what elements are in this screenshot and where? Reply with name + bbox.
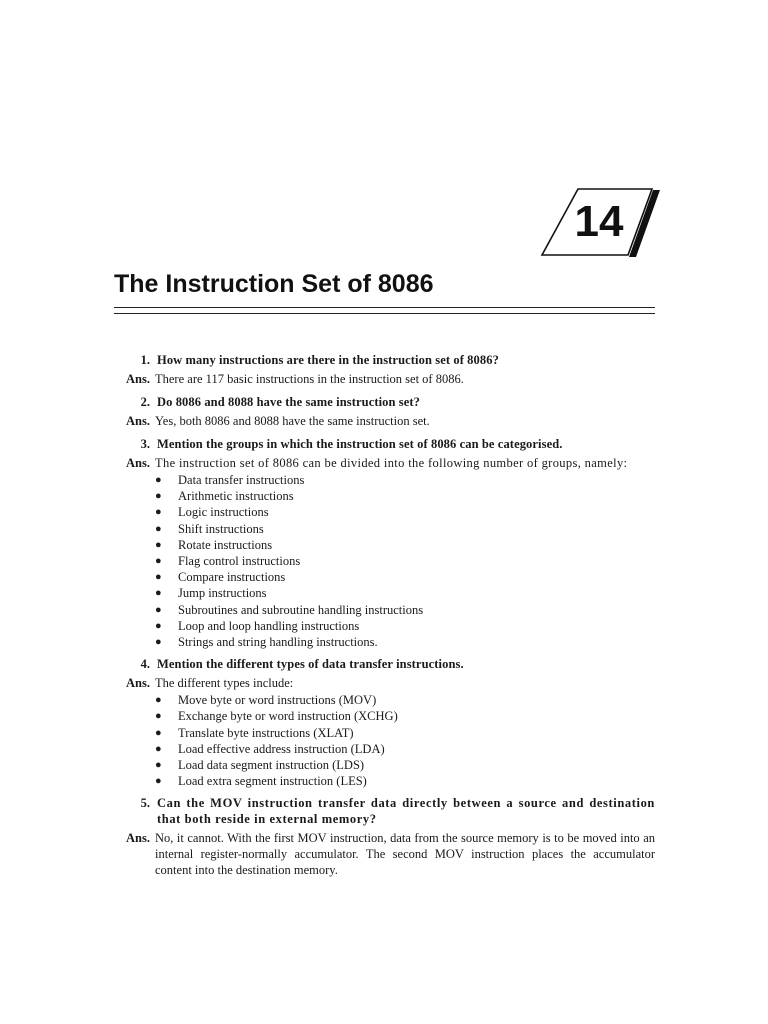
question-number: 2. bbox=[140, 395, 150, 409]
bullet-icon: ● bbox=[155, 474, 162, 486]
title-rule-bottom bbox=[114, 313, 655, 314]
data-transfer-type-list bbox=[155, 692, 655, 789]
answer-label: Ans. bbox=[126, 831, 150, 846]
bullet-icon: ● bbox=[155, 726, 162, 739]
qa-item-4 bbox=[114, 656, 655, 789]
list-item: ● Arithmetic instructions bbox=[155, 489, 294, 504]
list-item: ● Translate byte instructions (XLAT) bbox=[155, 725, 354, 740]
bullet-icon: ● bbox=[155, 742, 162, 755]
list-item: ● Logic instructions bbox=[155, 505, 269, 520]
bullet-icon: ● bbox=[155, 555, 162, 568]
bullet-icon: ● bbox=[155, 538, 162, 551]
answer-text: The different types include: bbox=[155, 676, 294, 691]
list-item: ● Load data segment instruction (LDS) bbox=[155, 758, 365, 773]
list-item: ● Subroutines and subroutine handling instructions bbox=[155, 602, 424, 617]
question-number: 1. bbox=[140, 353, 150, 367]
bullet-icon: ● bbox=[155, 759, 162, 772]
answer-text: No, it cannot. With the first MOV instruction, data from the source memory is to be moved into an internal register-normally accumulator. The second MOV instruction places the accumulator content into the destination memory. bbox=[155, 831, 655, 878]
bullet-icon: ● bbox=[155, 619, 162, 632]
question-text: Mention the groups in which the instruction set of 8086 can be categorised. bbox=[157, 437, 563, 451]
question-number: 4. bbox=[140, 657, 150, 672]
list-item: ● Shift instructions bbox=[155, 521, 264, 536]
question-text: Mention the different types of data transfer instructions. bbox=[157, 657, 464, 672]
title-rule-top bbox=[114, 307, 655, 308]
answer-text: Yes, both 8086 and 8088 have the same instruction set. bbox=[155, 414, 430, 428]
question-text: How many instructions are there in the instruction set of 8086? bbox=[157, 353, 499, 367]
list-item: ● Load effective address instruction (LDA) bbox=[155, 741, 385, 756]
bullet-icon: ● bbox=[155, 506, 162, 519]
list-item: ● Load extra segment instruction (LES) bbox=[155, 774, 367, 789]
qa-item-2 bbox=[114, 394, 655, 429]
chapter-number: 14 bbox=[574, 197, 624, 246]
answer-label: Ans. bbox=[126, 456, 150, 470]
instruction-group-list bbox=[155, 472, 655, 650]
list-item: ● Strings and string handling instructions. bbox=[155, 635, 378, 650]
list-item: ● Exchange byte or word instruction (XCHG) bbox=[155, 709, 398, 724]
bullet-icon: ● bbox=[155, 603, 162, 616]
qa-item-3 bbox=[114, 436, 655, 650]
answer-text: The instruction set of 8086 can be divided into the following number of groups, namely: bbox=[155, 456, 628, 470]
answer-label: Ans. bbox=[126, 372, 150, 386]
list-item: ● Rotate instructions bbox=[155, 537, 273, 552]
question-text: Can the MOV instruction transfer data directly between a source and destination that both reside in external memory? bbox=[157, 796, 655, 827]
answer-label: Ans. bbox=[126, 676, 150, 691]
list-item: ● Jump instructions bbox=[155, 586, 267, 601]
bullet-icon: ● bbox=[155, 522, 162, 535]
bullet-icon: ● bbox=[155, 694, 162, 707]
answer-text: There are 117 basic instructions in the instruction set of 8086. bbox=[155, 372, 464, 386]
question-number: 3. bbox=[140, 437, 150, 451]
bullet-icon: ● bbox=[155, 636, 162, 649]
bullet-icon: ● bbox=[155, 775, 162, 788]
list-item: ● Move byte or word instructions (MOV) bbox=[155, 693, 377, 708]
answer-label: Ans. bbox=[126, 414, 150, 428]
bullet-icon: ● bbox=[155, 587, 162, 600]
bullet-icon: ● bbox=[155, 571, 162, 584]
list-item: ● Flag control instructions bbox=[155, 554, 301, 569]
list-item: ● Loop and loop handling instructions bbox=[155, 618, 360, 633]
qa-item-5 bbox=[114, 795, 655, 878]
qa-item-1 bbox=[114, 352, 655, 387]
bullet-icon: ● bbox=[155, 490, 162, 503]
chapter-title: The Instruction Set of 8086 bbox=[114, 270, 434, 298]
qa-content bbox=[114, 348, 655, 878]
list-item: ● Compare instructions bbox=[155, 570, 286, 585]
bullet-icon: ● bbox=[155, 710, 162, 723]
question-text: Do 8086 and 8088 have the same instruction set? bbox=[157, 395, 421, 409]
question-number: 5. bbox=[140, 796, 150, 811]
list-item: ● Data transfer instructions bbox=[155, 473, 305, 487]
